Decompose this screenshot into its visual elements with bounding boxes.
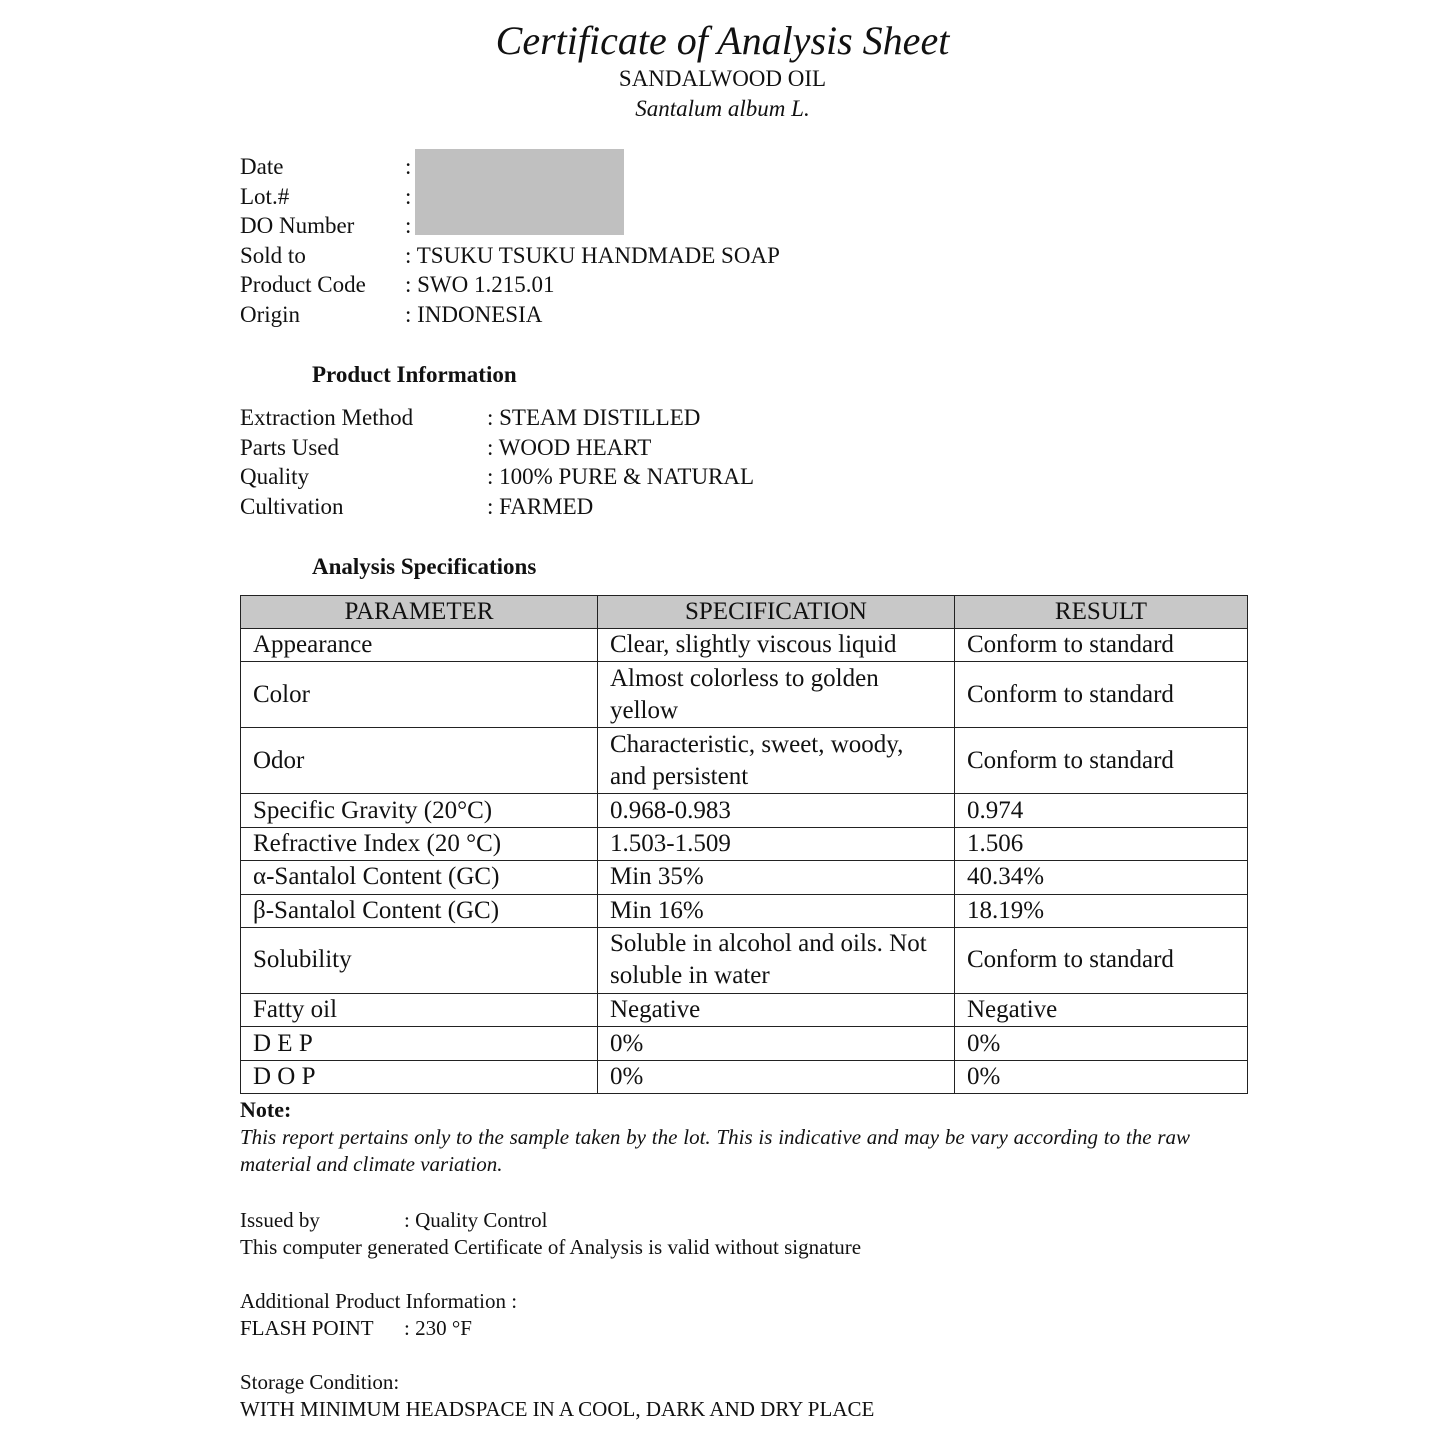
table-row xyxy=(241,1060,1248,1093)
analysis-table xyxy=(240,595,1248,1094)
product-info-label: Cultivation xyxy=(240,493,344,519)
product-info-label: Parts Used xyxy=(240,434,340,460)
flash-point-row xyxy=(240,1315,472,1342)
parameter-cell: Fatty oil xyxy=(241,993,598,1026)
redaction-box xyxy=(415,149,624,235)
flash-point-value: : 230 °F xyxy=(404,1316,472,1340)
table-row xyxy=(241,861,1248,894)
specification-cell: Almost colorless to golden yellow xyxy=(598,662,955,728)
parameter-cell: α-Santalol Content (GC) xyxy=(241,861,598,894)
specification-cell: Min 16% xyxy=(598,894,955,927)
issued-by-label: Issued by xyxy=(240,1208,320,1232)
result-cell: Conform to standard xyxy=(955,629,1248,662)
table-row xyxy=(241,927,1248,993)
specification-cell: Characteristic, sweet, woody, and persistent xyxy=(598,728,955,794)
parameter-cell: D O P xyxy=(241,1060,598,1093)
result-cell: Conform to standard xyxy=(955,662,1248,728)
parameter-cell: Refractive Index (20 °C) xyxy=(241,827,598,860)
detail-value: : SWO 1.215.01 xyxy=(405,272,555,298)
additional-info-label: Additional Product Information : xyxy=(240,1289,518,1313)
detail-value: : xyxy=(405,183,412,209)
result-cell: Conform to standard xyxy=(955,728,1248,794)
table-row xyxy=(241,993,1248,1026)
table-row xyxy=(241,827,1248,860)
table-row xyxy=(241,894,1248,927)
result-cell: 1.506 xyxy=(955,827,1248,860)
issued-by-row xyxy=(240,1207,548,1234)
column-header-specification: SPECIFICATION xyxy=(598,596,955,629)
result-cell: 18.19% xyxy=(955,894,1248,927)
detail-label: Origin xyxy=(240,301,301,327)
specification-cell: 0% xyxy=(598,1027,955,1060)
issued-by-value: : Quality Control xyxy=(404,1208,548,1232)
specification-cell: 0% xyxy=(598,1060,955,1093)
product-info-value: : 100% PURE & NATURAL xyxy=(487,464,755,490)
result-cell: 40.34% xyxy=(955,861,1248,894)
detail-value: : INDONESIA xyxy=(405,301,543,327)
table-header-row xyxy=(241,596,1248,629)
specification-cell: Negative xyxy=(598,993,955,1026)
detail-value: : xyxy=(405,154,412,179)
specification-cell: Soluble in alcohol and oils. Not soluble in water xyxy=(598,927,955,993)
column-header-result: RESULT xyxy=(955,596,1248,629)
analysis-specifications-heading: Analysis Specifications xyxy=(312,554,537,579)
detail-label: DO Number xyxy=(240,213,355,239)
storage-condition-label: Storage Condition: xyxy=(240,1370,400,1394)
table-row xyxy=(241,662,1248,728)
detail-label: Date xyxy=(240,154,284,179)
product-name: SANDALWOOD OIL xyxy=(618,66,827,91)
parameter-cell: β-Santalol Content (GC) xyxy=(241,894,598,927)
parameter-cell: Appearance xyxy=(241,629,598,662)
table-row xyxy=(241,728,1248,794)
storage-condition-value: WITH MINIMUM HEADSPACE IN A COOL, DARK AND DRY PLACE xyxy=(240,1397,875,1421)
result-cell: 0% xyxy=(955,1027,1248,1060)
flash-point-label: FLASH POINT xyxy=(240,1316,374,1340)
column-header-parameter: PARAMETER xyxy=(241,596,598,629)
note-label: Note: xyxy=(240,1097,292,1122)
table-row xyxy=(241,1027,1248,1060)
product-info-label: Quality xyxy=(240,464,309,490)
parameter-cell: Color xyxy=(241,662,598,728)
detail-value: : TSUKU TSUKU HANDMADE SOAP xyxy=(405,242,780,268)
parameter-cell: Specific Gravity (20°C) xyxy=(241,794,598,827)
result-cell: 0.974 xyxy=(955,794,1248,827)
detail-label: Sold to xyxy=(240,242,306,268)
result-cell: Negative xyxy=(955,993,1248,1026)
specification-cell: 0.968-0.983 xyxy=(598,794,955,827)
product-info-value: : WOOD HEART xyxy=(487,434,652,460)
product-information-heading: Product Information xyxy=(312,362,517,387)
note-text: This report pertains only to the sample taken by the lot. This is indicative and may be vary according to the raw material and climate variation. xyxy=(240,1125,1190,1176)
table-row xyxy=(241,629,1248,662)
parameter-cell: D E P xyxy=(241,1027,598,1060)
botanical-name: Santalum album L. xyxy=(635,96,810,121)
parameter-cell: Odor xyxy=(241,728,598,794)
signature-note: This computer generated Certificate of Analysis is valid without signature xyxy=(240,1235,862,1259)
product-info-label: Extraction Method xyxy=(240,405,414,430)
detail-label: Product Code xyxy=(240,272,366,298)
parameter-cell: Solubility xyxy=(241,927,598,993)
table-row xyxy=(241,794,1248,827)
specification-cell: 1.503-1.509 xyxy=(598,827,955,860)
detail-value: : xyxy=(405,213,412,239)
result-cell: Conform to standard xyxy=(955,927,1248,993)
specification-cell: Min 35% xyxy=(598,861,955,894)
product-info-value: : STEAM DISTILLED xyxy=(487,405,701,430)
document-title: Certificate of Analysis Sheet xyxy=(495,18,950,63)
product-info-value: : FARMED xyxy=(487,493,594,519)
detail-label: Lot.# xyxy=(240,183,290,209)
specification-cell: Clear, slightly viscous liquid xyxy=(598,629,955,662)
result-cell: 0% xyxy=(955,1060,1248,1093)
